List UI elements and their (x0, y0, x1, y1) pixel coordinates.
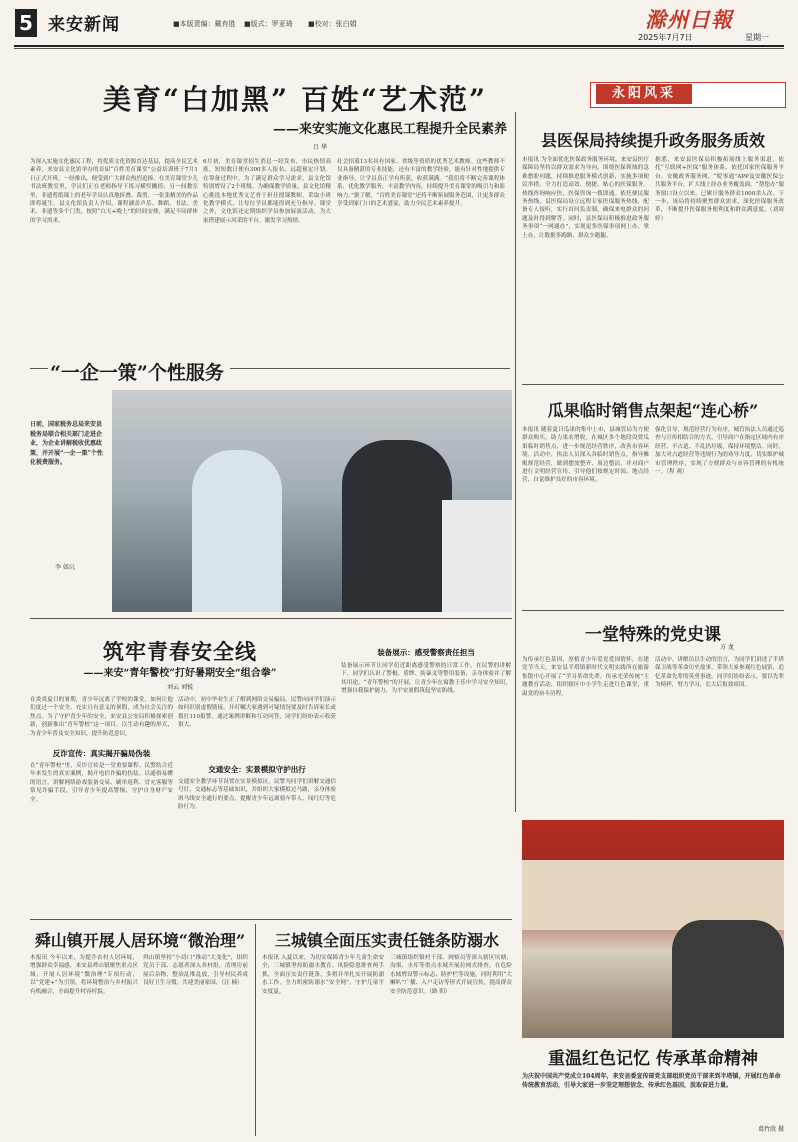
policy-headline: “一企一策”个性服务 (50, 362, 224, 384)
editor-credit: ■本版责编：戴有胜 (173, 20, 236, 28)
lead-byline: 吕 华 (313, 144, 327, 151)
youth-section-anti-fraud: 反诈宣传：真实揭开骗局伪装 (52, 749, 151, 758)
memory-headline: 重温红色记忆 传承革命精神 (548, 1049, 758, 1069)
proofreader-credit: ■校对：张白娟 (308, 20, 357, 28)
issue-date: 2025年7月7日 (638, 33, 693, 42)
youth-section-equipment: 装备展示：感受警察责任担当 (377, 648, 475, 657)
youth-column-2: 活动中，初中毕业生正了解到网络交易骗局。民警向同学们演示如何识别虚假链接，并叮嘱大家遇到可疑情况要及时告诉家长或拨打110报警。通过案例讲解和互动问答，同学们纷纷表示收获很大。 (178, 697, 336, 729)
page-number: 5 (15, 9, 37, 37)
youth-headline: 筑牢青春安全线 (103, 639, 257, 664)
policy-byline: 李 如沅 (55, 564, 75, 571)
youth-column-3: 装备展示环节让同学们近距离感受警察的日常工作。在民警的讲解下，同学们认识了警棍、盾牌、防暴叉等警用装备，亲身体验并了解其用途。“青年警校”的开展，让青少年在寓教于乐中学习安全知识，增强自我保护能力，为平安暑假筑起坚实防线。 (341, 663, 511, 695)
youth-section-traffic: 交通安全：实景模拟守护出行 (208, 765, 306, 774)
history-column-2: 活动中，讲解员以生动的语言，为同学们讲述了半塔保卫战等革命历史故事，带领大家参观红色展馆，追忆革命先辈的英勇事迹。同学们纷纷表示，要以先辈为榜样，努力学习，长大后报效祖国。 (655, 657, 784, 689)
red-museum-photo (522, 820, 784, 1038)
lead-column-2: 6月初，美育课堂招生消息一经发布，市民热情高涨。短短数日便有300多人报名，远超预定计划。在筹备过程中，为了满足群众学习需求，县文化馆特别增设了2个班级。为确保教学质量，县文化馆精心挑选本地优秀文艺骨干担任授课教师，采取小班化教学模式，让每位学员都能得到充分指导。课堂之外，文化馆还定期组织学员参加展演活动，为大家搭建展示风采的平台，激发学习热情。 (203, 159, 331, 224)
medical-rule (522, 384, 784, 385)
tax-service-photo (112, 390, 512, 612)
melon-rule (522, 610, 784, 611)
youth-byline: 刘云 刘锐 (167, 684, 193, 691)
medical-column-2: 据悉，来安县医保局积极拓展线上服务渠道，依托“互联网+医保”服务体系，依托国家医保服务平台、安徽政务服务网、“皖事通”APP及安徽医保公共服务平台，扩大线上经办业务覆盖面。“帮您办”服务窗口设立以来，已累计服务群众1000余人次。下一步，该局将持续聚焦群众需求，深化医保服务改革，不断提升医保服务便利度和群众满意度。（刘周婷） (655, 157, 784, 222)
right-masthead-label: 永阳风采 (596, 84, 692, 104)
lead-column-1: 为深入实施文化惠民工程，将优质文化资源直达基层，提高全民艺术素养，来安县文化馆举办的首届“百姓美育课堂”公益培训班于7月1日正式开班。一经推出，便受到广大群众热烈追捧。在美育课堂少儿书法班教室里，学员们正在老师指导下练习横竖撇捺；另一间教室里，非遗剪纸课上的老年学员认真地折叠、裁剪，一张张精美的作品即将诞生。县文化馆负责人介绍，课程涵盖声乐、舞蹈、书法、美术、非遗等多个门类，按照“白天+晚上”的时间安排，满足不同群体的学习需求。 (30, 159, 198, 224)
youth-top-rule (30, 618, 512, 619)
bottom-rule (30, 919, 512, 920)
right-rail-divider (515, 112, 516, 812)
lead-headline: 美育“白加黑” 百姓“艺术范” (102, 83, 488, 116)
melon-headline: 瓜果临时销售点架起“连心桥” (547, 401, 759, 420)
shunshan-headline: 舜山镇开展人居环境“微治理” (34, 931, 246, 950)
policy-headline-rule-right (230, 368, 510, 369)
medical-column-1: 本报讯 为全面优化医保政务服务环境，来安县医疗保障局坚持以群众需求为导向，围绕医保领域的急难愁盼问题，持续推进服务模式创新，实施多项便民举措，全力打造高效、便捷、贴心的医保服务。热线咨询响应快，医保咨询一拨即通。依托便民服务热线，县医保局设立远程专家医保服务热线，配备专人接听，实行首问负责制，确保来电群众的问题及时得到解答。同时，县医保局积极推进政务服务事项“一网通办”，实现更多医保事项网上办、掌上办，让数据多跑路、群众少跑腿。 (522, 157, 649, 239)
shunshan-column-1: 本报讯 今年以来，为提升农村人居环境，增强群众幸福感，来安县舜山镇聚焦重点区域，开展人居环境“微治理”专项行动，以“党建+”为引领，将环境整治与乡村振兴有机融合，全面提升村容村貌。 (30, 955, 138, 995)
masthead-logo: 滁州日報 (645, 7, 733, 32)
sancheng-column-2: 三城镇组织镇村干部、网格员等深入辖区坑塘、沟渠、水库等重点水域开展拉网式排查，在危险水域增设警示标志、防护栏等设施，同时利用“大喇叭”广播、入户走访等形式开展宣传，提高群众安全防范意识。（路 阳） (390, 955, 512, 995)
photo-visitors (672, 920, 784, 1038)
memory-caption: 为庆祝中国共产党成立104周年，来安县委宣传部党支部组织党员干部来到半塔镇，开展红色革命传统教育活动，引导大家进一步坚定理想信念，传承红色基因，汲取奋进力量。 (522, 1073, 781, 1089)
header-rule (14, 45, 784, 47)
policy-caption: 日前，国家税务总局来安县税务局联合相关部门走进企业，为企业讲解税收优惠政策，并开展“一企一策”个性化税费服务。 (30, 421, 103, 466)
history-byline: 方 龙 (720, 644, 734, 651)
layout-credit: ■版式：罗亚琦 (244, 20, 293, 28)
shunshan-column-2: 舜山镇坚持“小切口”推动“大变化”，组织党员干部、志愿者深入各村组，清理房前屋后杂物，整治乱堆乱放，引导村民养成良好卫生习惯，共建美丽家园。（汪 楠） (143, 955, 248, 987)
sancheng-headline: 三城镇全面压实责任链条防溺水 (274, 931, 499, 950)
bottom-column-divider (255, 924, 256, 1136)
photo-equipment (442, 500, 512, 612)
history-headline: 一堂特殊的党史课 (585, 625, 721, 645)
youth-column-1: 在炎炎夏日的暑期，青少年远离了学校的课堂，如何让他们度过一个安全、充实且有意义的暑假，成为社会关注的焦点。为了守护青少年的安全，来安县公安局积极探索创新，创新推出“青年警校”这一项目，以生动有趣的形式，为青少年普及安全知识，提升防范意识。 (30, 697, 173, 737)
lead-subheadline: ——来安实施文化惠民工程提升全民素养 (272, 122, 507, 137)
photo-figure-left (192, 450, 282, 612)
page-header (0, 0, 798, 45)
section-title: 来安新闻 (48, 15, 120, 35)
photo-figure-right (342, 440, 452, 612)
lead-column-3: 社会招募13名具有国家、省级等资质的优秀艺术教师。这些教师不仅具备精湛的专业技能，还有丰富的教学经验，能有针对性地提供专业指导，让学员真正学有所获，收获满满。“我们将不断完善课程体系，优化教学服务，丰富教学内容，持续提升美育课堂的吸引力和影响力。”据了解，“百姓美育课堂”还将不断拓展服务范围，让更多群众享受到家门口的艺术盛宴，助力全民艺术素养提升。 (337, 159, 505, 208)
melon-column-1: 本报讯 随着夏日瓜果的集中上市，县城管局为方便群众购买、助力果农增收，在城区多个地段设置瓜果临时销售点，进一步规范经营秩序，改善市容环境。活动中，执法人员深入各临时销售点，指导摊贩规范经营，做到摆放整齐、周边整洁，并对商户进行文明经营宣传，引导他们按规定时间、地点经营，自觉维护良好的市容环境。 (522, 427, 649, 484)
youth-column-1b: 在“青年警校”里，反诈宣传是一堂重要课程。民警结合近年来发生的真实案例，揭开电信诈骗的伪装。以通俗易懂的语言，讲解网络游戏装备交易、刷单返利、冒充客服等常见诈骗手段，引导青少年提高警惕，守护自身财产安全。 (30, 763, 173, 803)
memory-byline: 葛竹欣 摄 (758, 1126, 784, 1133)
sancheng-column-1: 本报讯 入夏以来，为切实保障青少年儿童生命安全，三城镇坚持防溺水教育、风险隐患排查两手抓，全面压实责任链条，多措并举扎实开展防溺水工作，全力织密防溺水“安全网”，守护儿童平安度夏。 (262, 955, 384, 995)
history-column-1: 为传承红色基因，厚植青少年爱党爱国情怀，在建党节当天，来安县半塔镇新时代文明实践所在旅游集散中心开展了“学习革命先辈，传承光荣传统”主题教育活动，组织辖区中小学生走进红色课堂，重温党的奋斗历程。 (522, 657, 649, 697)
issue-weekday: 星期一 (745, 33, 769, 42)
youth-column-2b: 交通安全教学环节设置在实景模拟区。民警为同学们讲解交通信号灯、交通标志等基础知识，并组织大家模拟过马路，亲身体验斑马线安全通行的要点，提醒青少年远离骑车带人、闯红灯等危险行为。 (178, 779, 336, 811)
policy-headline-rule (30, 368, 48, 369)
medical-headline: 县医保局持续提升政务服务质效 (540, 131, 765, 150)
melon-column-2: 强化引导，规范经营行为有序。城管执法人员通过巡查与宣传相结合的方式，引导商户在指定区域内有序经营，不占道、不乱扔垃圾，保持环境整洁。同时，加大对占道经营等违规行为的劝导力度，切实维护城市管理秩序，实现了方便群众与市容管理的有机统一。（程 观） (655, 427, 784, 476)
youth-subheadline: ——来安“青年警校”打好暑期安全“组合拳” (83, 668, 277, 679)
header-rule-thin (14, 48, 784, 49)
